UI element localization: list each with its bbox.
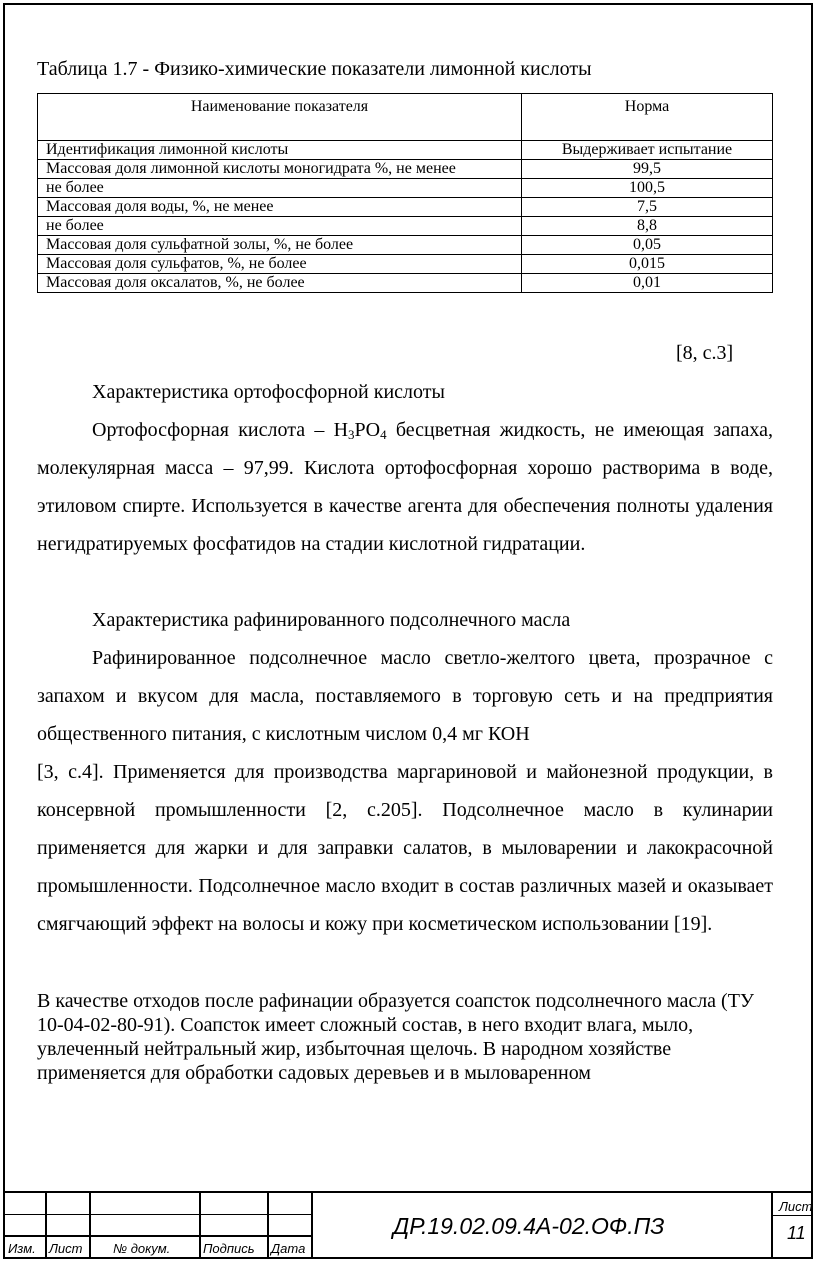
table-row <box>38 179 773 198</box>
stamp-sheet-label: Лист <box>779 1199 813 1214</box>
row-indicator: Массовая доля воды, %, не менее <box>38 198 522 217</box>
stamp-label-date: Дата <box>271 1241 306 1256</box>
row-norm: 7,5 <box>522 198 773 217</box>
table-row <box>38 198 773 217</box>
table-row <box>38 217 773 236</box>
table-row <box>38 255 773 274</box>
row-norm: 0,01 <box>522 274 773 293</box>
phosphoric-text-start: Ортофосфорная кислота – H <box>92 419 349 441</box>
row-norm: 0,05 <box>522 236 773 255</box>
table-row <box>38 236 773 255</box>
row-norm: 8,8 <box>522 217 773 236</box>
stamp-label-signature: Подпись <box>203 1241 255 1256</box>
phosphoric-acid-paragraph <box>37 411 773 563</box>
row-indicator: Массовая доля лимонной кислоты моногидрата %, не менее <box>38 160 522 179</box>
properties-table <box>37 93 773 293</box>
row-norm: 99,5 <box>522 160 773 179</box>
row-indicator: Массовая доля оксалатов, %, не более <box>38 274 522 293</box>
table-header-row <box>38 94 773 141</box>
row-norm: 100,5 <box>522 179 773 198</box>
row-indicator: Массовая доля сульфатов, %, не более <box>38 255 522 274</box>
row-norm: 0,015 <box>522 255 773 274</box>
sunflower-oil-heading: Характеристика рафинированного подсолнечного масла <box>92 609 571 631</box>
phosphoric-text-rest: бесцветная жидкость, не имеющая запаха, молекулярная масса – 97,99. Кислота ортофосфорная хорошо растворима в воде, этиловом спирте. Используется в качестве агента для обеспечения полноты удаления негидратируемых фосфатидов на стадии кислотной гидратации. <box>37 419 773 555</box>
header-indicator: Наименование показателя <box>38 94 522 141</box>
table-row <box>38 141 773 160</box>
formula-subscript: 4 <box>380 427 387 442</box>
page-number: 11 <box>787 1223 806 1243</box>
phosphoric-acid-heading: Характеристика ортофосфорной кислоты <box>92 381 445 403</box>
document-code: ДР.19.02.09.4А-02.ОФ.ПЗ <box>393 1213 665 1239</box>
row-indicator: не более <box>38 179 522 198</box>
sunflower-oil-paragraph-b: [3, с.4]. Применяется для производства маргариновой и майонезной продукции, в консервной промышленности [2, с.205]. Подсолнечное масло в кулинарии применяется для жарки и для заправки салатов, в мыловарении и лакокрасочной промышленности. Подсолнечное масло входит в состав различных мазей и оказывает смягчающий эффект на волосы и кожу при косметическом использовании [19]. <box>37 761 773 935</box>
stamp-label-sheet: Лист <box>49 1241 83 1256</box>
row-indicator: Идентификация лимонной кислоты <box>38 141 522 160</box>
soapstock-paragraph: В качестве отходов после рафинации образуется соапсток подсолнечного масла (ТУ 10-04-02-80-91). Соапсток имеет сложный состав, в него входит влага, мыло, увлеченный нейтральный жир, избыточная щелочь. В народном хозяйстве применяется для обработки садовых деревьев и в мыловаренном <box>37 990 755 1084</box>
table-row <box>38 274 773 293</box>
stamp-label-document: № докум. <box>113 1241 171 1256</box>
formula-subscript: 3 <box>348 427 355 442</box>
row-indicator: не более <box>38 217 522 236</box>
formula-part: PO <box>354 419 381 441</box>
header-norm: Норма <box>522 94 773 141</box>
stamp-label-change: Изм. <box>8 1241 36 1256</box>
row-indicator: Массовая доля сульфатной золы, %, не более <box>38 236 522 255</box>
row-norm: Выдерживает испытание <box>522 141 773 160</box>
sunflower-oil-paragraph-a: Рафинированное подсолнечное масло светло-желтого цвета, прозрачное с запахом и вкусом для масла, поставляемого в торговую сеть и на предприятия общественного питания, с кислотным числом 0,4 мг КОН <box>37 647 773 745</box>
table-caption: Таблица 1.7 - Физико-химические показатели лимонной кислоты <box>37 58 592 80</box>
table-row <box>38 160 773 179</box>
table-source-reference: [8, с.3] <box>676 342 734 364</box>
title-block-stamp <box>3 1191 813 1259</box>
